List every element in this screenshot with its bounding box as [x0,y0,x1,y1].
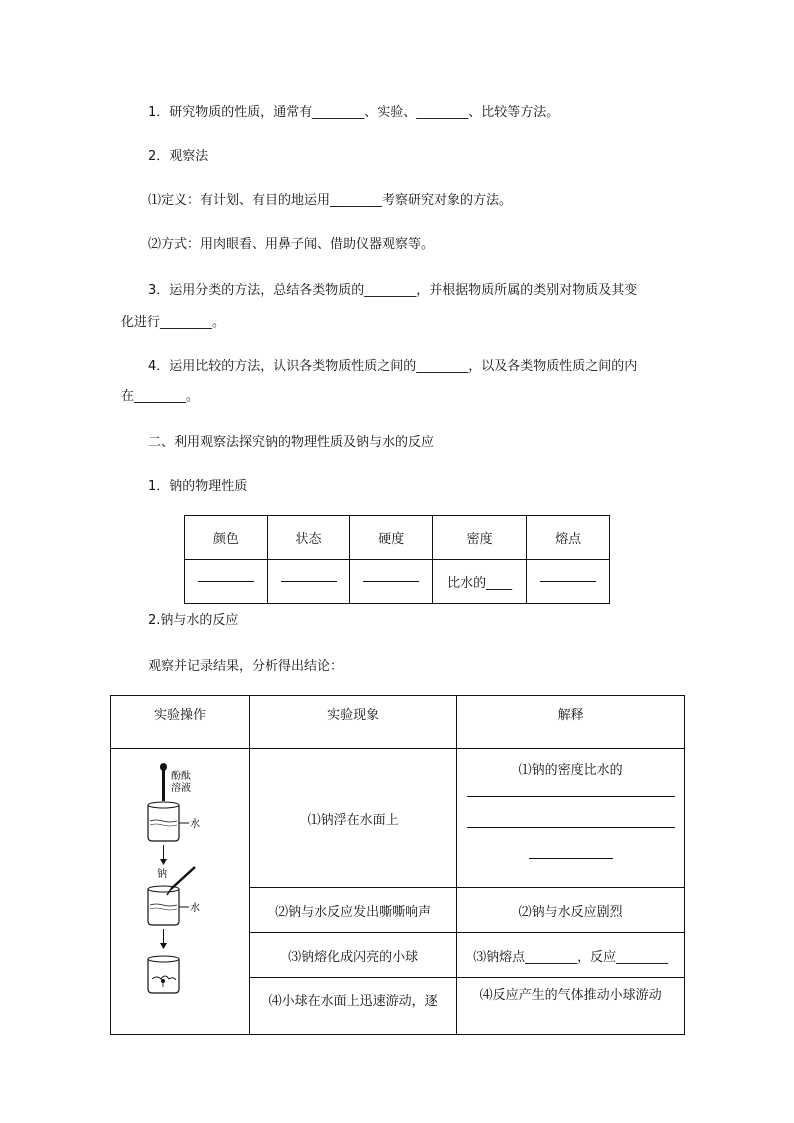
item-2-definition: ⑴定义：有计划、有目的地运用________考察研究对象的方法。 [148,193,513,208]
blank-line[interactable] [529,858,613,859]
operation-drawing-cell [111,749,250,1035]
table-row [185,560,610,604]
item-2-method: ⑵方式：用肉眼看、用鼻子闻、借助仪器观察等。 [148,237,435,252]
experiment-drawing [111,749,249,1021]
explanation-4: ⑷反应产生的气体推动小球游动 [457,978,685,1035]
header-phenomenon: 实验现象 [250,696,457,749]
header-explanation: 解释 [457,696,685,749]
item-4-line-2: 在________。 [121,389,200,404]
sub-heading-reaction: 2.钠与水的反应 [148,613,239,628]
item-3-line-2: 化进行________。 [121,315,226,330]
physical-properties-table [184,515,610,604]
blank-color[interactable] [185,560,268,604]
table-row [111,749,685,888]
arrow-down-icon [160,859,167,865]
explanation-2: ⑵钠与水反应剧烈 [457,888,685,933]
instruction-text: 观察并记录结果，分析得出结论： [148,659,344,674]
label-sodium: 钠 [157,869,167,880]
item-3-line-1: 3．运用分类的方法，总结各类物质的________，并根据物质所属的类别对物质及其变 [148,283,638,298]
header-density: 密度 [433,516,527,560]
beaker-icon [148,956,179,993]
beaker-icon [148,886,189,925]
blank-line[interactable] [467,827,675,828]
explanation-3[interactable]: ⑶钠熔点________，反应________ [457,933,685,978]
header-state: 状态 [267,516,350,560]
header-melting-point: 熔点 [527,516,610,560]
header-operation: 实验操作 [111,696,250,749]
label-reagent-2: 溶液 [171,783,191,794]
table-header-row [111,696,685,749]
arrow-down-icon [160,943,167,949]
blank-hardness[interactable] [350,560,433,604]
label-reagent-1: 酚酞 [171,771,191,782]
item-2-heading: 2．观察法 [148,149,209,164]
blank-melting-point[interactable] [527,560,610,604]
density-cell[interactable]: 比水的____ [433,560,527,604]
experiment-table [110,695,685,1035]
phenomenon-4: ⑷小球在水面上迅速游动，逐 [250,978,457,1035]
header-color: 颜色 [185,516,268,560]
explanation-1-cell [457,749,685,888]
phenomenon-3: ⑶钠熔化成闪亮的小球 [250,933,457,978]
phenomenon-2: ⑵钠与水反应发出嘶嘶响声 [250,888,457,933]
label-water-1: 水 [190,819,200,830]
sub-heading-physical: 1．钠的物理性质 [148,479,248,494]
blank-line[interactable] [467,796,675,797]
beaker-icon [148,802,189,841]
item-1: 1．研究物质的性质，通常有________、实验、________、比较等方法。 [148,105,560,120]
explanation-1: ⑴钠的密度比水的 [518,763,623,778]
blank-state[interactable] [267,560,350,604]
table-header-row [185,516,610,560]
header-hardness: 硬度 [350,516,433,560]
section-2-heading: 二、利用观察法探究钠的物理性质及钠与水的反应 [148,435,435,450]
phenomenon-1: ⑴钠浮在水面上 [250,749,457,888]
dropper-icon [162,767,165,801]
label-water-2: 水 [190,903,200,914]
item-4-line-1: 4．运用比较的方法，认识各类物质性质之间的________，以及各类物质性质之间的内 [148,359,638,374]
